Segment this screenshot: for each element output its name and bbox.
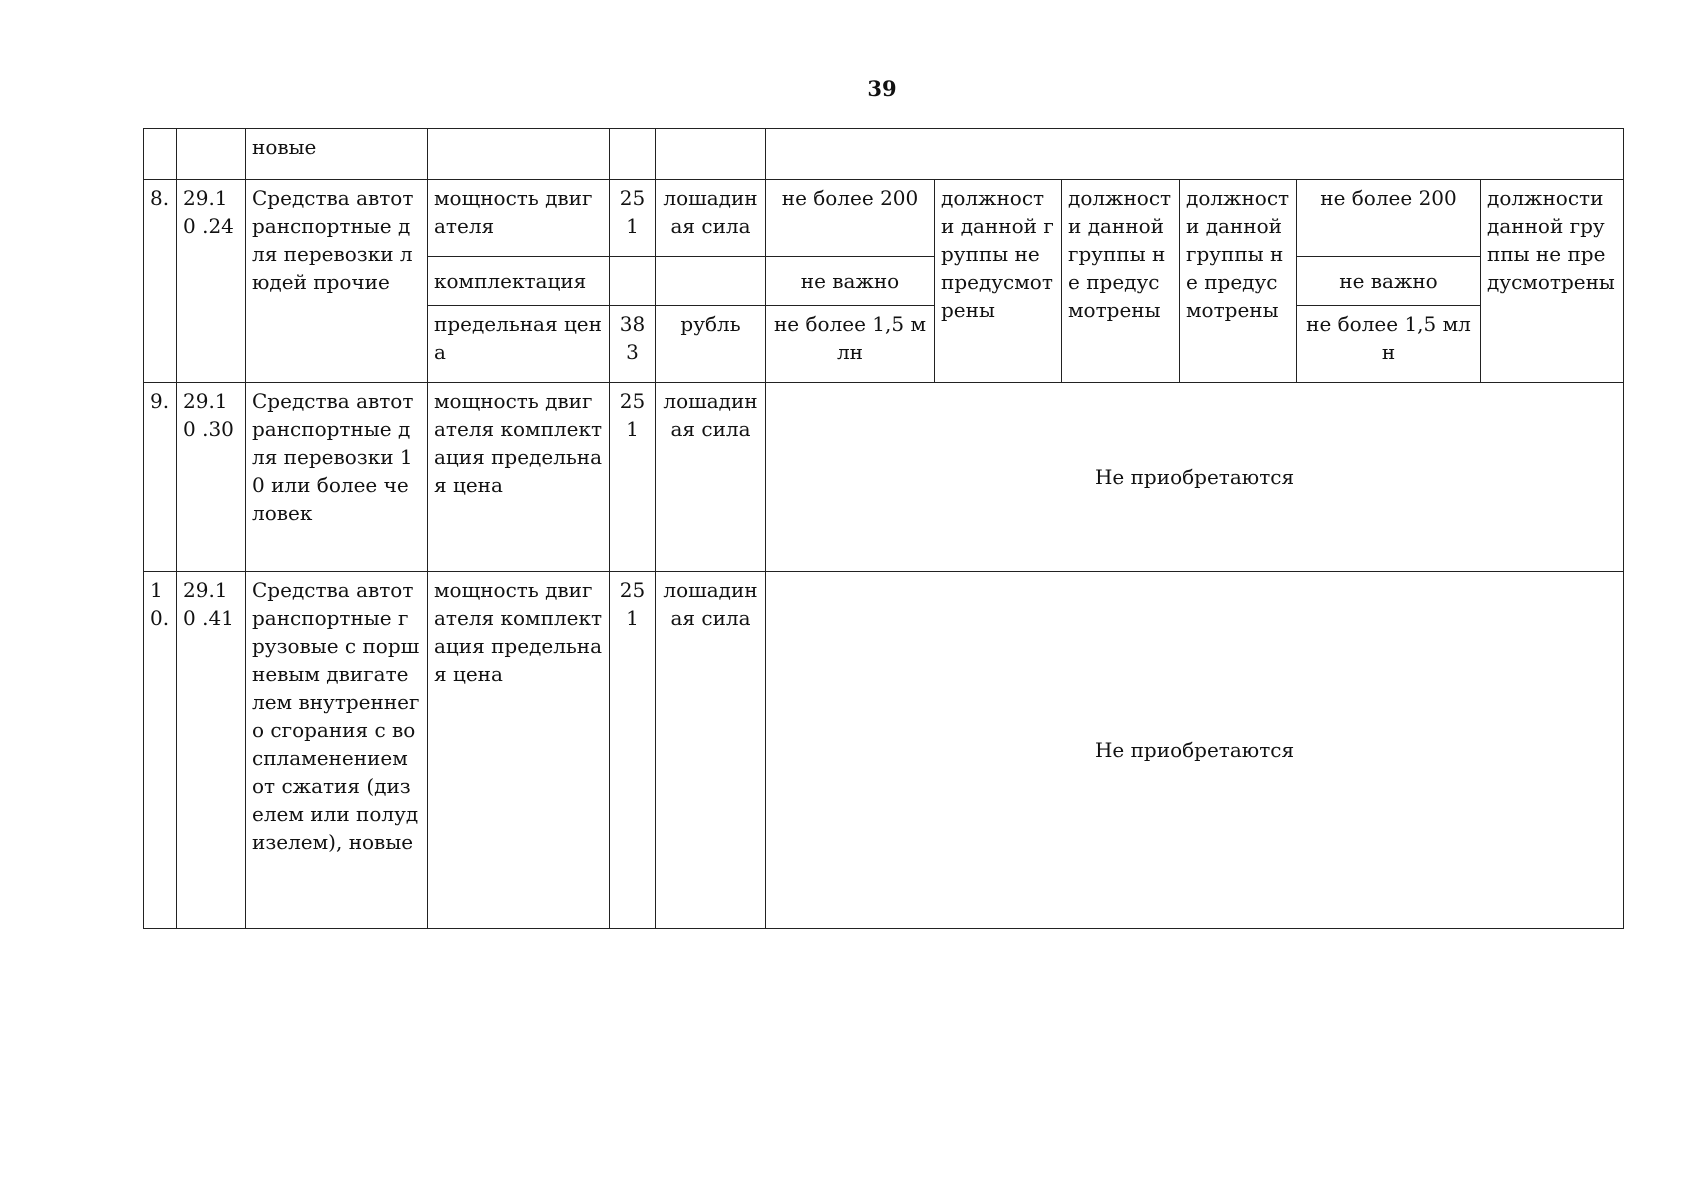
carryover-name-cell: новые xyxy=(246,129,428,180)
row-8-okei-equipment xyxy=(610,257,656,306)
row-8-unit-equipment xyxy=(656,257,766,306)
row-8-value2-equipment: не важно xyxy=(1297,257,1481,306)
carryover-values-cell xyxy=(766,129,1624,180)
page-number: 39 xyxy=(867,76,897,101)
row-8-group-b: должности данной группы не предусмотрены xyxy=(1062,180,1180,383)
row-10-unit: лошадиная сила xyxy=(656,572,766,929)
table-row-carryover xyxy=(144,129,1624,180)
row-8-group-a: должности данной группы не предусмотрены xyxy=(935,180,1062,383)
row-8-value1-power: не более 200 xyxy=(766,180,935,257)
row-8-num: 8. xyxy=(144,180,177,383)
row-8-value1-price: не более 1,5 млн xyxy=(766,306,935,383)
carryover-unit-cell xyxy=(656,129,766,180)
row-9-unit: лошадиная сила xyxy=(656,383,766,572)
row-10-okei: 251 xyxy=(610,572,656,929)
row-8-name: Средства автотранспортные для перевозки людей прочие xyxy=(246,180,428,383)
carryover-num-cell xyxy=(144,129,177,180)
requirements-table xyxy=(143,128,1624,929)
carryover-code-cell xyxy=(177,129,246,180)
table-row-10 xyxy=(144,572,1624,929)
row-8-unit-power: лошадиная сила xyxy=(656,180,766,257)
row-8-value2-power: не более 200 xyxy=(1297,180,1481,257)
row-8-value1-equipment: не важно xyxy=(766,257,935,306)
row-10-name: Средства автотранспортные грузовые с поршневым двигателем внутреннего сгорания с воспламенением от сжатия (дизелем или полудизелем), новые xyxy=(246,572,428,929)
row-9-chars: мощность двигателя комплектация предельная цена xyxy=(428,383,610,572)
table-row-9 xyxy=(144,383,1624,572)
row-10-num: 10. xyxy=(144,572,177,929)
row-8-okei-power: 251 xyxy=(610,180,656,257)
row-9-num: 9. xyxy=(144,383,177,572)
row-8-value2-price: не более 1,5 млн xyxy=(1297,306,1481,383)
row-9-okei: 251 xyxy=(610,383,656,572)
row-8-group-c: должности данной группы не предусмотрены xyxy=(1180,180,1297,383)
row-9-note: Не приобретаются xyxy=(766,383,1624,572)
row-9-name: Средства автотранспортные для перевозки 10 или более человек xyxy=(246,383,428,572)
carryover-char-cell xyxy=(428,129,610,180)
row-8-char-power: мощность двигателя xyxy=(428,180,610,257)
row-8-group-d: должности данной группы не предусмотрены xyxy=(1481,180,1624,383)
carryover-okei-cell xyxy=(610,129,656,180)
row-8-okei-price: 383 xyxy=(610,306,656,383)
row-10-chars: мощность двигателя комплектация предельная цена xyxy=(428,572,610,929)
table-row-8-a xyxy=(144,180,1624,257)
row-10-code: 29.10 .41 xyxy=(177,572,246,929)
row-9-code: 29.10 .30 xyxy=(177,383,246,572)
row-8-code: 29.10 .24 xyxy=(177,180,246,383)
row-8-char-price: предельная цена xyxy=(428,306,610,383)
row-8-unit-price: рубль xyxy=(656,306,766,383)
row-10-note: Не приобретаются xyxy=(766,572,1624,929)
row-8-char-equipment: комплектация xyxy=(428,257,610,306)
